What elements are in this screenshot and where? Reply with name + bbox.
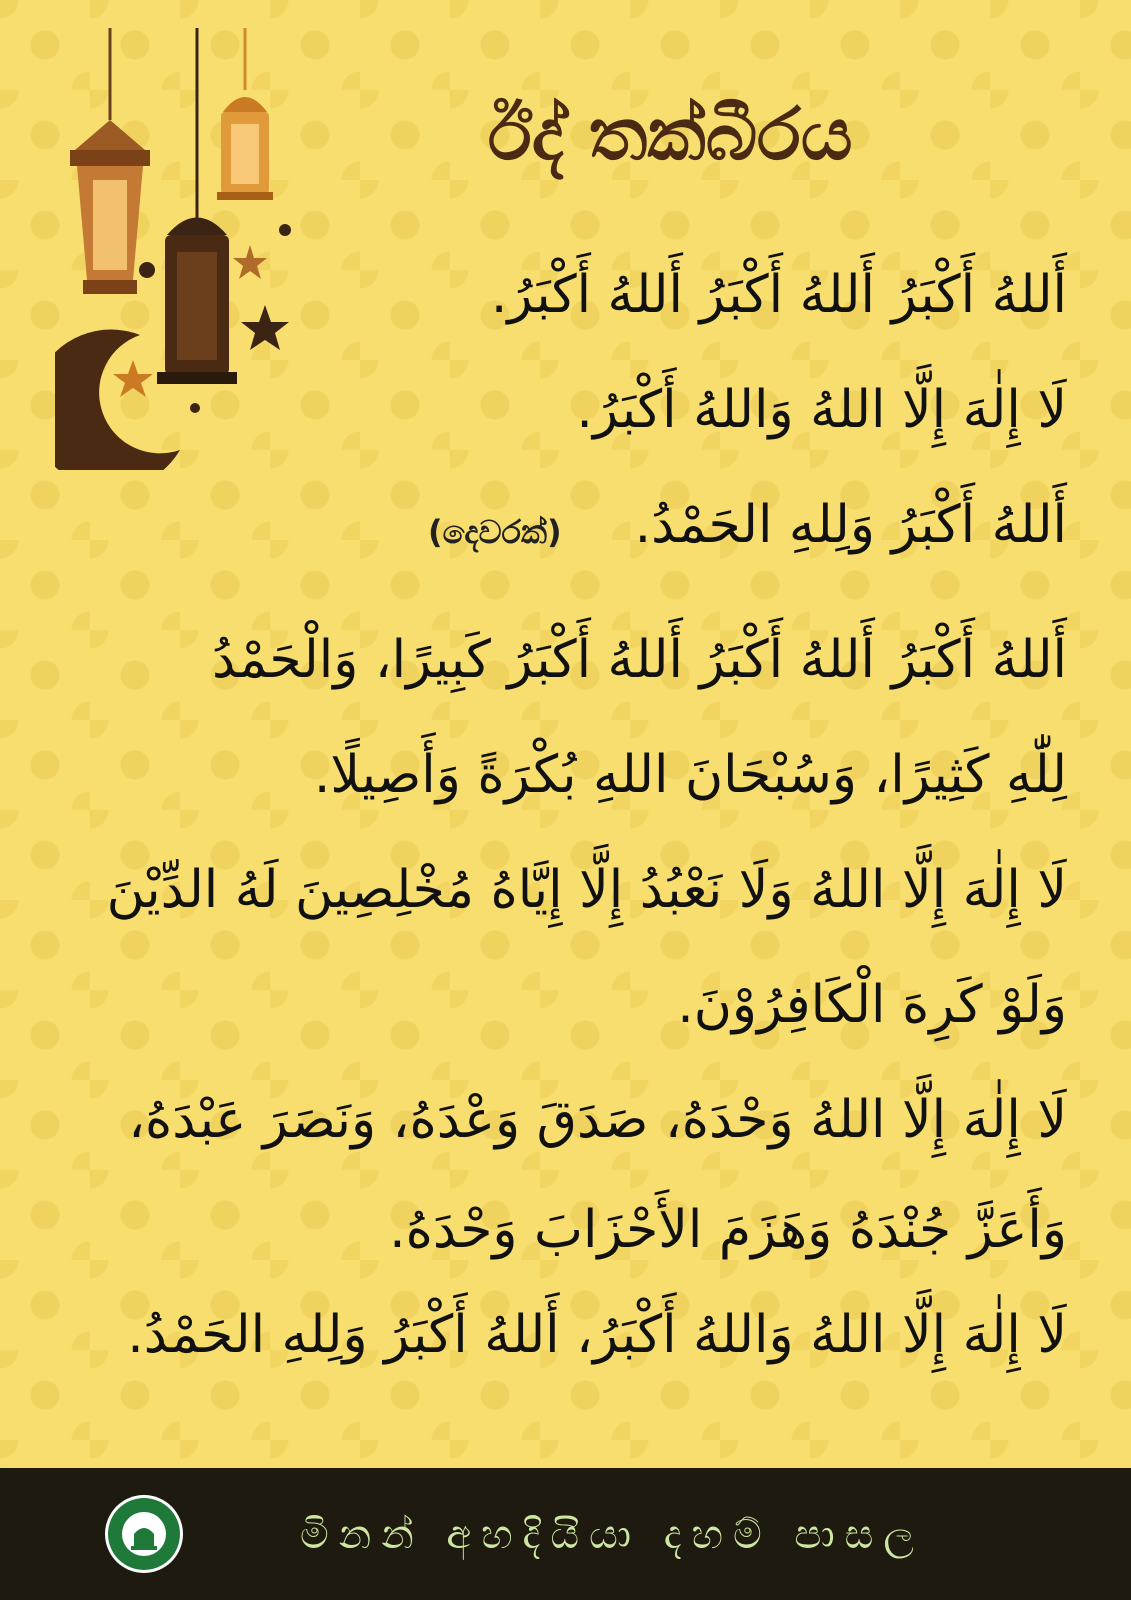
star-icon [241, 305, 289, 350]
footer-school-name: මිනන් අහදියියා දහම් පාසල [300, 1512, 924, 1558]
lanterns-crescent-decoration [55, 20, 315, 470]
star-icon [233, 245, 267, 279]
repeat-note: (දෙවරක්) [428, 513, 562, 551]
takbir-line: لَا إِلٰهَ إِلَّا اللهُ وَاللهُ أَكْبَرُ، أَللهُ أَكْبَرُ وَلِلهِ الحَمْدُ. [127, 1305, 1067, 1365]
star-icon [113, 360, 153, 397]
crescent-icon [55, 330, 180, 470]
takbir-line: لَا إِلٰهَ إِلَّا اللهُ وَاللهُ أَكْبَرُ. [576, 380, 1067, 440]
takbir-line: أَللهُ أَكْبَرُ وَلِلهِ الحَمْدُ. [634, 495, 1067, 555]
page-title: ඊද් තක්බීරය [487, 92, 853, 176]
takbir-line: وَأَعَزَّ جُنْدَهُ وَهَزَمَ الأَحْزَابَ وَحْدَهُ. [389, 1200, 1067, 1260]
school-logo [104, 1494, 184, 1574]
takbir-line: وَلَوْ كَرِهَ الْكَافِرُوْنَ. [677, 975, 1067, 1035]
takbir-line: لِلّٰهِ كَثِيرًا، وَسُبْحَانَ اللهِ بُكْرَةً وَأَصِيلًا. [313, 745, 1067, 805]
takbir-line: لَا إِلٰهَ إِلَّا اللهُ وَحْدَهُ، صَدَقَ وَعْدَهُ، وَنَصَرَ عَبْدَهُ، [128, 1090, 1067, 1150]
lantern-icon [70, 120, 150, 294]
takbir-line: لَا إِلٰهَ إِلَّا اللهُ وَلَا نَعْبُدُ إِلَّا إِيَّاهُ مُخْلِصِينَ لَهُ الدِّيْنَ [106, 860, 1067, 920]
takbir-line: أَللهُ أَكْبَرُ أَللهُ أَكْبَرُ أَللهُ أَكْبَرُ كَبِيرًا، وَالْحَمْدُ [211, 630, 1067, 690]
lantern-icon [217, 97, 273, 200]
lantern-icon [157, 218, 237, 385]
takbir-line: أَللهُ أَكْبَرُ أَللهُ أَكْبَرُ أَللهُ أَكْبَرُ. [490, 265, 1067, 325]
